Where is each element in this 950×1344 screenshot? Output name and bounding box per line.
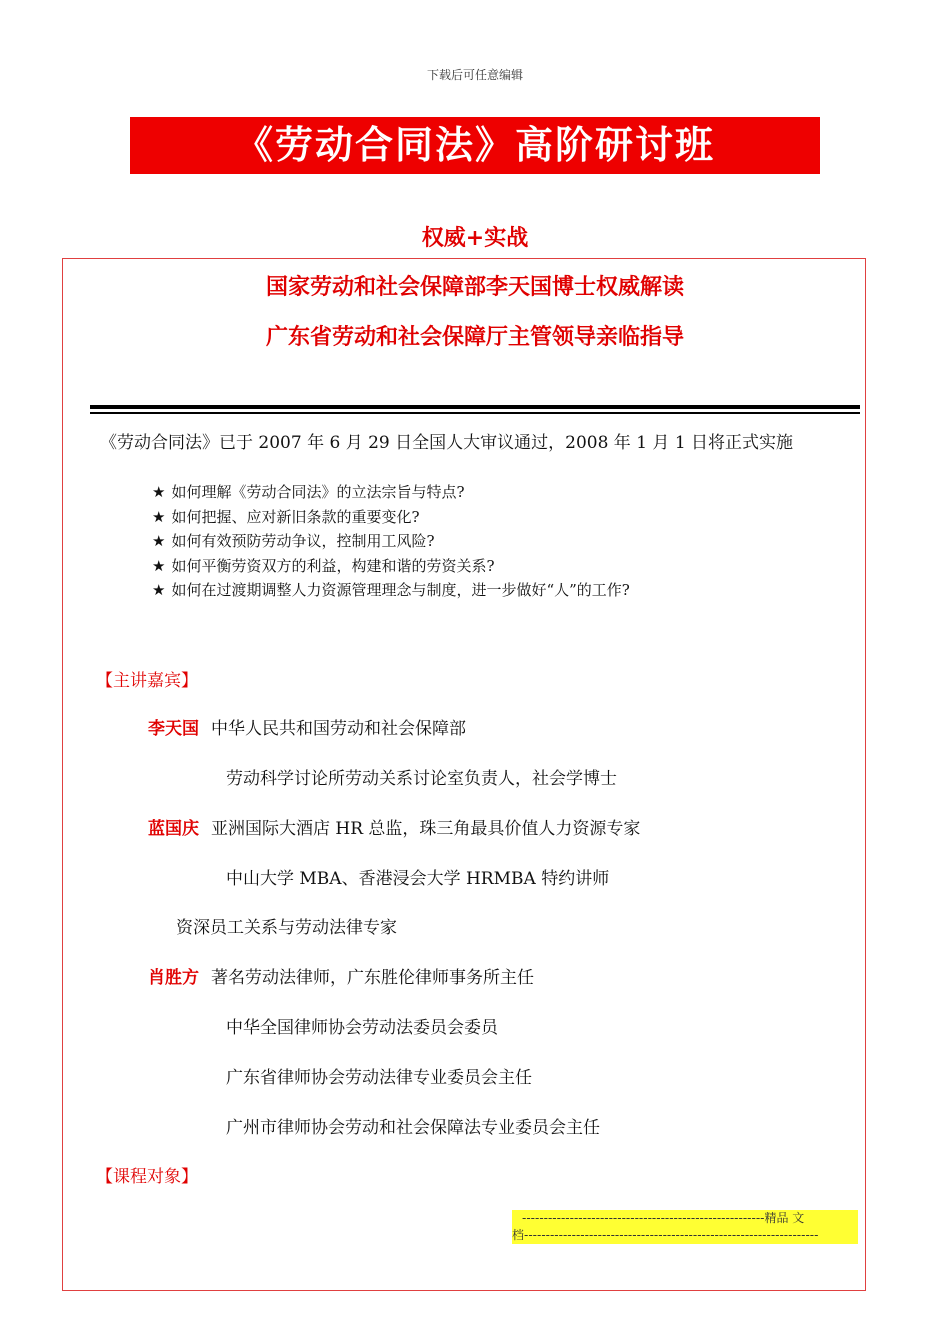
footer-line-1: --------------------------------------------------------精品 文	[522, 1211, 805, 1225]
subtitle: 权威+实战	[421, 225, 529, 251]
speaker-detail: 资深员工关系与劳动法律专家	[176, 918, 397, 938]
list-item	[152, 578, 630, 603]
footer-watermark	[512, 1210, 858, 1244]
audience-label: 【课程对象】	[96, 1167, 198, 1187]
speaker-name: 蓝国庆	[148, 819, 199, 839]
divider-thick	[90, 405, 860, 409]
list-item-text: 如何在过渡期调整人力资源管理理念与制度，进一步做好“人”的工作?	[171, 581, 630, 599]
speaker-3	[148, 963, 534, 988]
list-item-text: 如何有效预防劳动争议，控制用工风险?	[171, 532, 435, 550]
list-item-text: 如何理解《劳动合同法》的立法宗旨与特点?	[171, 483, 465, 501]
star-icon: ★	[152, 507, 166, 526]
speaker-detail: 中山大学 MBA、香港浸会大学 HRMBA 特约讲师	[226, 869, 610, 889]
divider-thin	[90, 412, 860, 414]
intro-text: 《劳动合同法》已于 2007 年 6 月 29 日全国人大审议通过，2008 年 1 月 1 日将正式实施	[100, 433, 794, 453]
speaker-detail: 广东省律师协会劳动法律专业委员会主任	[226, 1068, 532, 1088]
speakers-label: 【主讲嘉宾】	[96, 671, 198, 691]
speaker-name: 李天国	[148, 719, 199, 739]
speaker-title: 著名劳动法律师，广东胜伦律师事务所主任	[211, 968, 534, 988]
speaker-2	[148, 814, 640, 839]
list-item-text: 如何把握、应对新旧条款的重要变化?	[171, 507, 420, 526]
headline-2: 广东省劳动和社会保障厅主管领导亲临指导	[265, 324, 684, 350]
list-item	[152, 480, 630, 505]
headline-1: 国家劳动和社会保障部李天国博士权威解读	[265, 274, 684, 300]
speaker-detail: 劳动科学讨论所劳动关系讨论室负责人，社会学博士	[226, 769, 617, 789]
list-item-text: 如何平衡劳资双方的利益，构建和谐的劳资关系?	[171, 556, 495, 575]
question-list	[152, 480, 630, 603]
star-icon: ★	[152, 532, 166, 550]
header-note: 下载后可任意编辑	[426, 68, 523, 82]
title-banner: 《劳动合同法》高阶研讨班	[130, 117, 820, 174]
footer-line-2: 档--------------------------------------------------------------------	[512, 1228, 819, 1242]
list-item	[152, 529, 630, 554]
speaker-title: 中华人民共和国劳动和社会保障部	[211, 719, 466, 739]
speaker-title: 亚洲国际大酒店 HR 总监，珠三角最具价值人力资源专家	[211, 819, 641, 839]
speaker-1	[148, 714, 466, 739]
speaker-detail: 中华全国律师协会劳动法委员会委员	[226, 1018, 498, 1038]
speaker-detail: 广州市律师协会劳动和社会保障法专业委员会主任	[226, 1118, 600, 1138]
star-icon: ★	[152, 483, 166, 501]
list-item	[152, 554, 630, 579]
list-item	[152, 505, 630, 530]
speaker-name: 肖胜方	[148, 968, 199, 988]
star-icon: ★	[152, 581, 166, 599]
star-icon: ★	[152, 556, 166, 575]
